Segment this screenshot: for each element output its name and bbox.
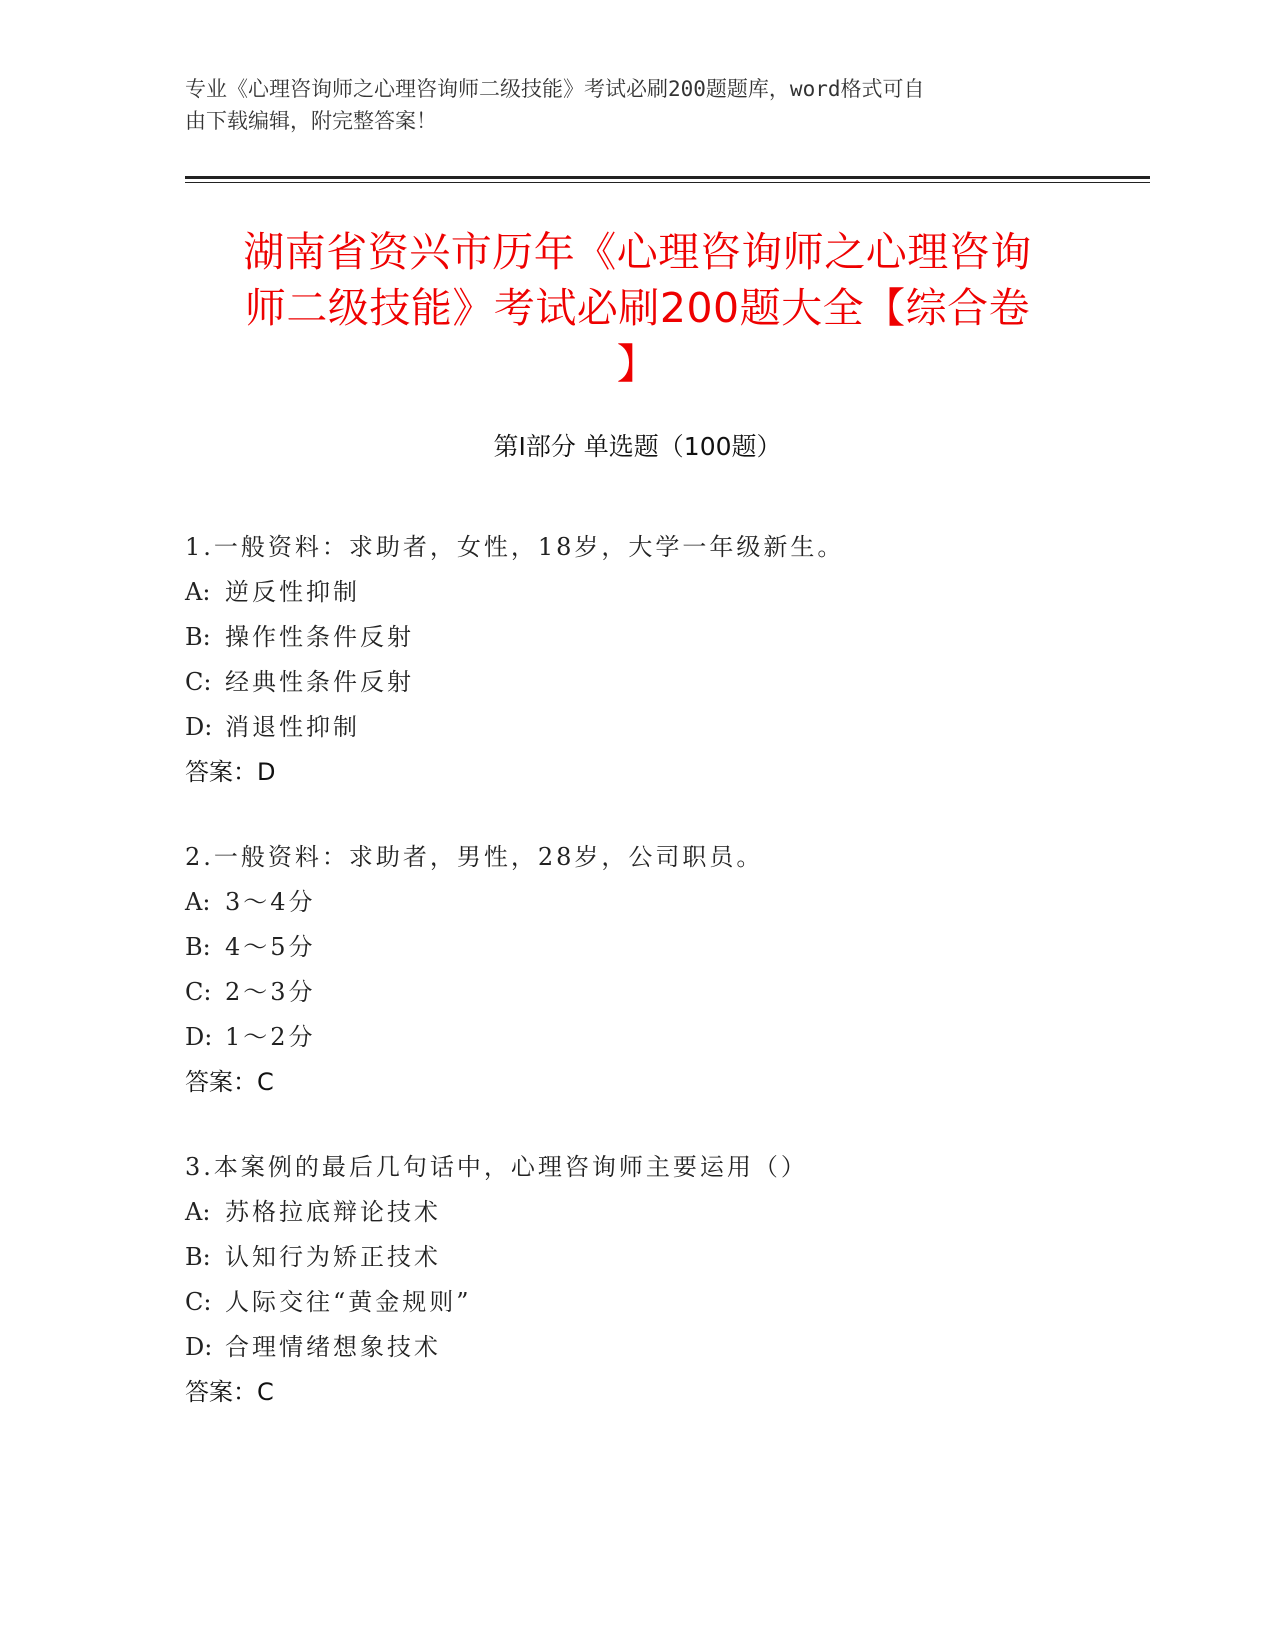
option-text: 逆反性抑制 [225, 578, 360, 606]
option-text: 消退性抑制 [225, 713, 360, 741]
answer-line: 答案：D [185, 758, 276, 786]
option-d [185, 705, 1090, 750]
document-title-line-3: 】 [616, 340, 659, 388]
header-divider-thick [185, 176, 1150, 179]
option-text: 认知行为矫正技术 [225, 1243, 441, 1271]
option-letter: B: [185, 623, 211, 651]
option-letter: B: [185, 1243, 211, 1271]
question-stem: 2.一般资料：求助者，男性，28岁，公司职员。 [185, 843, 764, 871]
option-text: 苏格拉底辩论技术 [225, 1198, 441, 1226]
question-stem: 1.一般资料：求助者，女性，18岁，大学一年级新生。 [185, 533, 845, 561]
option-b [185, 1235, 1090, 1280]
option-letter: D: [185, 1023, 213, 1051]
option-a [185, 880, 1090, 925]
header-divider-thin [185, 182, 1150, 183]
option-text: 4～5分 [225, 933, 316, 961]
header-note [185, 73, 1085, 137]
header-note-line-2: 由下载编辑，附完整答案！ [185, 109, 437, 133]
answer-line: 答案：C [185, 1068, 274, 1096]
option-a [185, 1190, 1090, 1235]
document-title-line-2: 师二级技能》考试必刷200题大全【综合卷 [244, 284, 1031, 332]
option-text: 人际交往“黄金规则” [225, 1288, 472, 1316]
option-text: 操作性条件反射 [225, 623, 414, 651]
option-letter: C: [185, 978, 212, 1006]
option-text: 1～2分 [225, 1023, 316, 1051]
section-heading: 第Ⅰ部分 单选题（100题） [493, 432, 782, 461]
question-3 [185, 1145, 1090, 1415]
option-b [185, 925, 1090, 970]
option-letter: C: [185, 1288, 212, 1316]
answer-line: 答案：C [185, 1378, 274, 1406]
option-letter: B: [185, 933, 211, 961]
option-c [185, 660, 1090, 705]
option-text: 3～4分 [225, 888, 316, 916]
question-stem: 3.本案例的最后几句话中，心理咨询师主要运用（） [185, 1153, 808, 1181]
option-letter: A: [185, 888, 211, 916]
option-letter: A: [185, 578, 211, 606]
document-title [190, 224, 1085, 392]
option-a [185, 570, 1090, 615]
option-c [185, 970, 1090, 1015]
question-1 [185, 525, 1090, 795]
option-text: 2～3分 [225, 978, 316, 1006]
option-d [185, 1325, 1090, 1370]
option-text: 经典性条件反射 [225, 668, 414, 696]
option-letter: A: [185, 1198, 211, 1226]
option-d [185, 1015, 1090, 1060]
option-letter: D: [185, 1333, 213, 1361]
header-note-line-1: 专业《心理咨询师之心理咨询师二级技能》考试必刷200题题库，word格式可自 [185, 77, 925, 101]
option-letter: C: [185, 668, 212, 696]
document-title-line-1: 湖南省资兴市历年《心理咨询师之心理咨询 [243, 228, 1032, 276]
option-b [185, 615, 1090, 660]
question-list [185, 525, 1090, 1455]
question-2 [185, 835, 1090, 1105]
option-c [185, 1280, 1090, 1325]
option-letter: D: [185, 713, 213, 741]
option-text: 合理情绪想象技术 [225, 1333, 441, 1361]
